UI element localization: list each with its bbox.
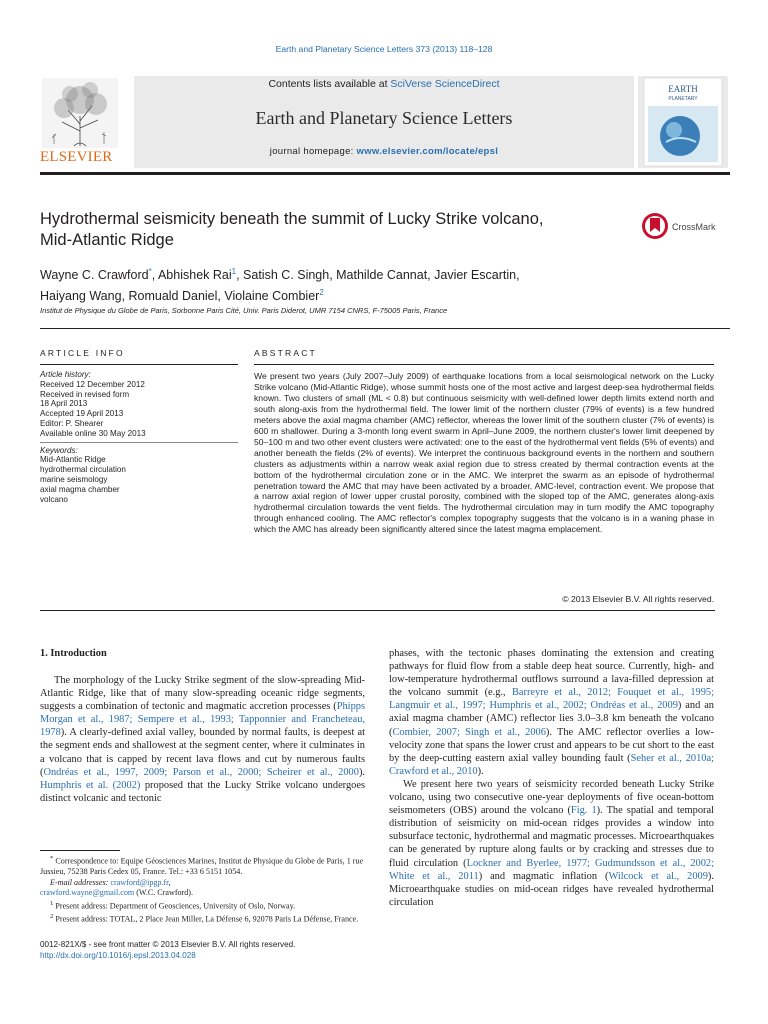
history-line: Received in revised form <box>40 389 130 399</box>
citation-reference-link[interactable]: Ondréas et al., 1997, 2009; Parson et al., 2000; Scheirer et al., 2000 <box>43 766 359 778</box>
email-separator: , <box>168 877 171 887</box>
history-line: Accepted 19 April 2013 <box>40 409 124 419</box>
citation-link[interactable]: Earth and Planetary Science Letters 373 (2013) 118–128 <box>275 44 493 54</box>
citation-reference-link[interactable]: Wilcock et al., 2009 <box>608 870 708 882</box>
body-text-run: ). <box>358 766 365 778</box>
corresponding-mark[interactable]: * <box>148 267 152 276</box>
journal-citation[interactable] <box>0 44 768 54</box>
citation-reference-link[interactable]: Seher et al., 2010a; Crawford et al., 2010 <box>389 752 714 777</box>
footnote-mark-2[interactable]: 2 <box>319 288 324 298</box>
footnote-2-mark: 2 <box>50 912 54 920</box>
abstract-text: We present two years (July 2007–July 2009) of earthquake locations from a local seismological network on the Lucky Strike volcano (Mid-Atlantic Ridge), whose summit hosts one of the most active and largest deep-sea hydrothermal fields known. Two clusters of small (ML < 0.8) but continuous seismicity with well-defined lower depth limits extend north and south along-axis from the hydrothermal field. The lower limit of the northern cluster (79% of events) is a few hundred meters above the axial magma chamber (AMC) reflector, whereas the lower limit of the southern cluster (7% of events) is 600 m shallower. During a 3-month long event swarm in April–June 2009, the northern cluster's lower limit deepened by 50–100 m and two other event clusters were activated: one to the east of the hydrothermal vent fields (5% of events) and another beneath the fields (2% of events). We interpret the continuous background events in the northern and southern clusters as adjustments within a narrow weak axial region due to stress created by thermal contraction events at the bottom of the hydrothermal circulation zone or in the AMC. We interpret the swarm as an episode of hydrothermal penetration toward the AMC that may have been activated by a broader, AMC-level, contraction event. We propose that a narrow axial region of lower upper crustal porosity, combined with the sloped top of the AMC, generates along-axis hydrothermal circulation towards the vent fields. The hydrothermal circulation may in turn modify the AMC topography through enhanced cooling. The AMC reflector's complex topography suggests that the volcano is in a waning phase in which the AMC has already been significantly altered since the latest magma emplacement. <box>254 371 714 535</box>
homepage-line <box>134 146 634 157</box>
email-link-1[interactable]: crawford@ipgp.fr <box>110 877 169 887</box>
title-line-2: Mid-Atlantic Ridge <box>40 231 174 249</box>
email-label: E-mail addresses: <box>50 877 111 887</box>
footnote-1-mark: 1 <box>50 899 54 907</box>
footnotes <box>40 854 365 925</box>
front-matter <box>40 940 365 962</box>
crossmark-badge[interactable] <box>641 210 736 242</box>
abstract-bottom-rule <box>40 610 715 611</box>
intro-paragraph-1 <box>40 674 365 805</box>
article-info-rule <box>40 364 238 365</box>
homepage-prefix: journal homepage: <box>269 146 357 157</box>
keyword: marine seismology <box>40 474 108 484</box>
sciencedirect-link[interactable]: SciVerse ScienceDirect <box>390 78 500 90</box>
keyword: hydrothermal circulation <box>40 465 126 475</box>
intro-paragraph-2 <box>389 778 714 909</box>
elsevier-wordmark: ELSEVIER <box>40 149 113 165</box>
body-column-right <box>389 647 714 909</box>
body-text-run: ) and magmatic inflation ( <box>478 870 609 882</box>
authors-line-2 <box>40 284 640 305</box>
title-rule <box>40 328 730 329</box>
footnote-1-text: Present address: Department of Geosciences, University of Oslo, Norway. <box>53 901 296 911</box>
abstract-rule <box>254 364 714 365</box>
body-text-run: ). A clearly-defined axial valley, bounded by normal faults, is deepest at the segment ends and shallowest at the segment center, where it culminates in a volcano that is capped by recent lava flows and cut by numerous faults ( <box>40 727 365 778</box>
contents-prefix: Contents lists available at <box>268 78 391 90</box>
author-crawford: Wayne C. Crawford <box>40 268 149 283</box>
footnote-2 <box>40 912 365 925</box>
journal-cover-thumbnail[interactable] <box>638 76 728 168</box>
article-info <box>40 370 238 504</box>
citation-reference-link[interactable]: Barreyre et al., 2012; Fouquet et al., 1995; Langmuir et al., 1997; Humphris et al., 2002; Ondréas et al., 2009 <box>389 687 714 712</box>
footnote-corr-text: Correspondence to: Equipe Géosciences Marines, Institut de Physique du Globe de Paris, 1 rue Jussieu, 75238 Paris Cedex 05, France. Tel.: +33 6 5151 1054. <box>40 856 364 877</box>
citation-reference-link[interactable]: Fig. 1 <box>570 805 597 817</box>
info-separator <box>40 442 238 443</box>
keyword: Mid-Atlantic Ridge <box>40 455 106 465</box>
body-text-run: ). Microearthquake studies on mid-ocean ridges have revealed hydrothermal circulation <box>389 870 714 908</box>
section-heading-introduction: 1. Introduction <box>40 648 107 659</box>
issn-line: 0012-821X/$ - see front matter © 2013 Elsevier B.V. All rights reserved. <box>40 940 296 949</box>
journal-banner <box>134 76 634 168</box>
footnote-1 <box>40 899 365 912</box>
affiliation: Institut de Physique du Globe de Paris, Sorbonne Paris Cité, Univ. Paris Diderot, UMR 7154 CNRS, F-75005 Paris, France <box>40 306 448 315</box>
author-rai: , Abhishek Rai <box>151 268 232 283</box>
abstract-heading: ABSTRACT <box>254 348 317 358</box>
keywords-label: Keywords: <box>40 445 78 455</box>
body-text-run: proposed that the Lucky Strike volcano undergoes distinct volcanic and tectonic <box>40 779 365 804</box>
doi-link[interactable]: http://dx.doi.org/10.1016/j.epsl.2013.04.028 <box>40 950 196 960</box>
body-column-left <box>40 674 365 805</box>
article-info-heading: ARTICLE INFO <box>40 348 125 358</box>
footnote-rule <box>40 850 120 851</box>
body-text-run: ). The spatial and temporal distribution of seismicity on mid-ocean ridges provides a window into subsurface tectonic, hydrothermal and magmatic processes. Microearthquakes can be generated by rupture along faults or by cracking and stresses due to fluid circulation ( <box>389 805 714 869</box>
header-rule <box>40 172 730 175</box>
history-line: 18 April 2013 <box>40 399 88 409</box>
body-text-run: ). The AMC reflector overlies a low-velocity zone that spans the lower crust and appears to be cut short to the east by the deep-cutting eastern axial valley bounding fault ( <box>389 726 714 764</box>
journal-masthead <box>40 76 730 176</box>
citation-reference-link[interactable]: Lockner and Byerlee, 1977; Gudmundsson et al., 2002; White et al., 2011 <box>389 857 714 882</box>
citation-reference-link[interactable]: Combier, 2007; Singh et al., 2006 <box>392 726 546 738</box>
homepage-link[interactable]: www.elsevier.com/locate/epsl <box>356 146 499 157</box>
footnote-corr-mark: * <box>50 855 54 862</box>
crossmark-label: CrossMark <box>672 222 716 232</box>
intro-paragraph-1-continued <box>389 647 714 778</box>
keyword: axial magma chamber <box>40 484 120 494</box>
body-text-run: phases, with the tectonic phases dominating the extension and creating pathways for fluid flow from a stable deep heat source. Currently, high- and low-temperature hydrothermal outflows surround a lava-filled depression at the volcano summit (e.g., <box>389 648 714 699</box>
copyright-notice: © 2013 Elsevier B.V. All rights reserved. <box>562 594 714 604</box>
authors-line-2-text: Haiyang Wang, Romuald Daniel, Violaine Combier <box>40 289 320 304</box>
citation-reference-link[interactable]: Humphris et al. (2002) <box>40 779 141 791</box>
cover-title-1: EARTH <box>668 84 698 94</box>
footnote-emails <box>40 878 365 899</box>
body-text-run: The morphology of the Lucky Strike segment of the slow-spreading Mid-Atlantic Ridge, like that of many slow-spreading oceanic ridge segments, suggests a combination of tectonic and magmatic accretion processes ( <box>40 675 365 713</box>
authors-rest: , Satish C. Singh, Mathilde Cannat, Javier Escartin, <box>236 268 520 283</box>
crossmark-icon[interactable] <box>641 210 736 242</box>
history-line: Available online 30 May 2013 <box>40 428 146 438</box>
journal-title: Earth and Planetary Science Letters <box>255 108 513 128</box>
email-tail: (W.C. Crawford). <box>134 888 194 898</box>
title-line-1: Hydrothermal seismicity beneath the summit of Lucky Strike volcano, <box>40 210 544 228</box>
body-text-run: ). <box>477 765 484 777</box>
body-text-run: We present here two years of seismicity recorded beneath Lucky Strike volcano, using two consecutive one-year deployments of five ocean-bottom seismometers (OBS) around the volcano ( <box>389 778 714 817</box>
author-list <box>40 263 640 305</box>
article-title <box>40 209 640 251</box>
footnote-correspondence <box>40 854 365 878</box>
keyword: volcano <box>40 494 68 504</box>
body-text-run: ) and an axial magma chamber (AMC) reflector lies 3.0–3.8 km beneath the volcano ( <box>389 700 715 738</box>
history-line: Editor: P. Shearer <box>40 418 104 428</box>
footnote-2-text: Present address: TOTAL, 2 Place Jean Miller, La Défense 6, 92078 Paris La Défense, France. <box>53 914 359 924</box>
citation-reference-link[interactable]: Phipps Morgan et al., 1987; Sempere et al., 1993; Tapponnier and Francheteau, 1978 <box>40 701 365 739</box>
contents-line <box>134 78 634 90</box>
history-line: Received 12 December 2012 <box>40 379 145 389</box>
history-label: Article history: <box>40 370 91 379</box>
cover-title-2: PLANETARY <box>668 96 698 102</box>
authors-line-1 <box>40 263 640 284</box>
footnote-mark-1[interactable]: 1 <box>231 267 237 276</box>
email-link-2[interactable]: crawford.wayne@gmail.com <box>40 888 135 898</box>
